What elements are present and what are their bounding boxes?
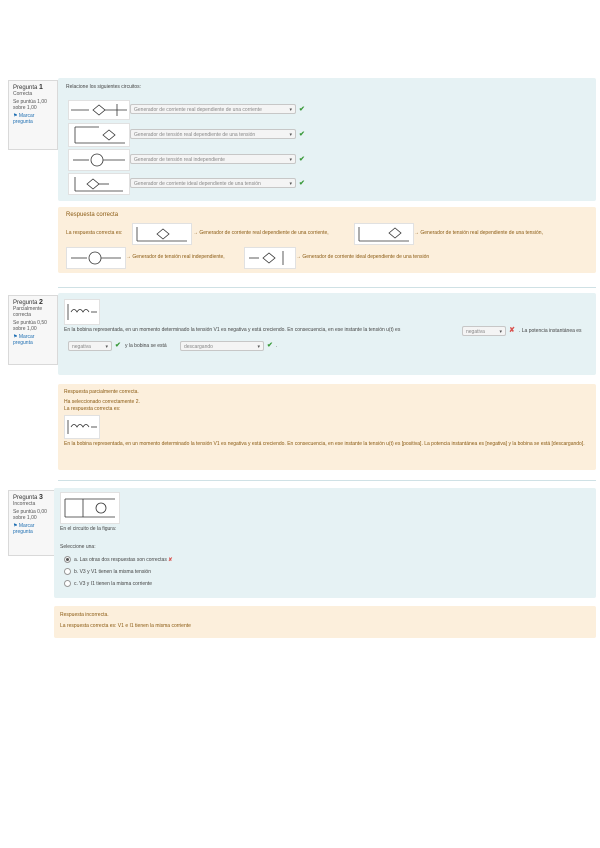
circuit-diagram xyxy=(68,100,130,120)
circuit-diagram xyxy=(354,223,414,245)
question-3-content xyxy=(54,488,596,598)
question-label: Pregunta xyxy=(13,85,38,91)
question-2-content xyxy=(58,293,596,375)
question-score: Se puntúa 1,00 sobre 1,00 xyxy=(13,99,47,111)
check-icon: ✔ xyxy=(299,180,305,187)
flag-question-link[interactable]: ⚑ Marcar pregunta xyxy=(13,523,35,535)
question-1-feedback xyxy=(58,207,596,273)
feedback-answer-4: → Generador de corriente ideal dependiente de una tensión xyxy=(296,254,430,260)
feedback-correct-answer: La respuesta correcta es: V1 e I1 tienen la misma corriente xyxy=(60,623,191,629)
feedback-title: Respuesta correcta xyxy=(66,212,119,218)
question-number: 3 xyxy=(39,494,43,501)
question-label: Pregunta xyxy=(13,300,38,306)
answer-select-3[interactable]: Generador de tensión real independiente ▾ xyxy=(130,154,296,164)
question-3-feedback xyxy=(54,606,596,638)
question-2-info xyxy=(8,295,58,365)
flag-question-link[interactable]: ⚑ Marcar pregunta xyxy=(13,334,35,346)
question-state: Parcialmente correcta xyxy=(13,306,43,318)
question-1-info xyxy=(8,80,58,150)
inductor-diagram xyxy=(64,299,100,325)
circuit-diagram xyxy=(68,123,130,147)
question-score: Se puntúa 0,00 sobre 1,00 xyxy=(13,509,47,521)
question-1-content xyxy=(58,78,596,201)
circuit-diagram xyxy=(244,247,296,269)
check-icon: ✔ xyxy=(115,342,121,349)
feedback-subtitle: Ha seleccionado correctamente 2. xyxy=(64,399,140,405)
question-number: 1 xyxy=(39,84,43,91)
option-c[interactable]: c. V3 y I1 tienen la misma corriente xyxy=(64,580,152,587)
question-3-text: En el circuito de la figura: xyxy=(60,526,117,532)
inductor-diagram xyxy=(64,415,100,439)
power-sign-select[interactable]: negativa ▾ xyxy=(68,341,112,351)
question-2-text-1: En la bobina representada, en un momento determinado la tensión V1 es negativa y está creciendo. En consecuencia, en ese instante la tensión u(t) es xyxy=(64,327,401,333)
question-state: Correcta xyxy=(13,91,33,97)
question-label: Pregunta xyxy=(13,495,38,501)
question-2-feedback xyxy=(58,384,596,470)
check-icon: ✔ xyxy=(299,131,305,138)
voltage-sign-select[interactable]: negativa ▾ xyxy=(462,326,506,336)
circuit-diagram xyxy=(68,149,130,171)
question-prompt: Relacione los siguientes circuitos: xyxy=(66,84,142,90)
question-number: 2 xyxy=(39,299,43,306)
cross-icon: ✘ xyxy=(168,556,173,563)
feedback-answer-1: → Generador de corriente real dependiente de una corriente, xyxy=(193,230,329,236)
question-state: Incorrecta xyxy=(13,501,36,507)
radio-button[interactable] xyxy=(64,568,71,575)
option-a[interactable]: a. Las otras dos respuestas son correctas ✘ xyxy=(64,556,172,563)
question-2-text-4: . xyxy=(276,343,278,349)
answer-select-2[interactable]: Generador de tensión real dependiente de una tensión ▾ xyxy=(130,129,296,139)
choose-label: Seleccione una: xyxy=(60,544,96,550)
radio-button[interactable] xyxy=(64,556,71,563)
circuit-diagram xyxy=(66,247,126,269)
feedback-answer-3: → Generador de tensión real independiente, xyxy=(126,254,225,260)
question-2-text-3: y la bobina se está xyxy=(125,343,167,349)
feedback-title: Respuesta incorrecta. xyxy=(60,612,109,618)
feedback-correct-answer: En la bobina representada, en un momento determinado la tensión V1 es negativa y está creciendo. En consecuencia, en ese instante la tensión u(t) es [positiva]. La potencia instantánea es [negativa] y la bobina se está [descargando]. xyxy=(64,441,585,447)
circuit-diagram xyxy=(68,173,130,195)
divider xyxy=(58,287,596,288)
option-b[interactable]: b. V3 y V1 tienen la misma tensión xyxy=(64,568,151,575)
circuit-diagram xyxy=(132,223,192,245)
question-2-text-2: . La potencia instantánea es xyxy=(519,328,582,334)
divider xyxy=(58,480,596,481)
feedback-lead: La respuesta correcta es: xyxy=(66,230,123,236)
check-icon: ✔ xyxy=(267,342,273,349)
feedback-lead: La respuesta correcta es: xyxy=(64,406,121,412)
question-3-info xyxy=(8,490,58,556)
question-score: Se puntúa 0,50 sobre 1,00 xyxy=(13,320,47,332)
answer-select-1[interactable]: Generador de corriente real dependiente de una corriente ▾ xyxy=(130,104,296,114)
check-icon: ✔ xyxy=(299,106,305,113)
cross-icon: ✘ xyxy=(509,327,515,334)
answer-select-4[interactable]: Generador de corriente ideal dependiente de una tensión ▾ xyxy=(130,178,296,188)
feedback-answer-2: → Generador de tensión real dependiente de una tensión, xyxy=(414,230,543,236)
circuit-diagram xyxy=(60,492,120,524)
feedback-title: Respuesta parcialmente correcta. xyxy=(64,389,139,395)
radio-button[interactable] xyxy=(64,580,71,587)
coil-state-select[interactable]: descargando ▾ xyxy=(180,341,264,351)
flag-question-link[interactable]: ⚑ Marcar pregunta xyxy=(13,113,35,125)
check-icon: ✔ xyxy=(299,156,305,163)
